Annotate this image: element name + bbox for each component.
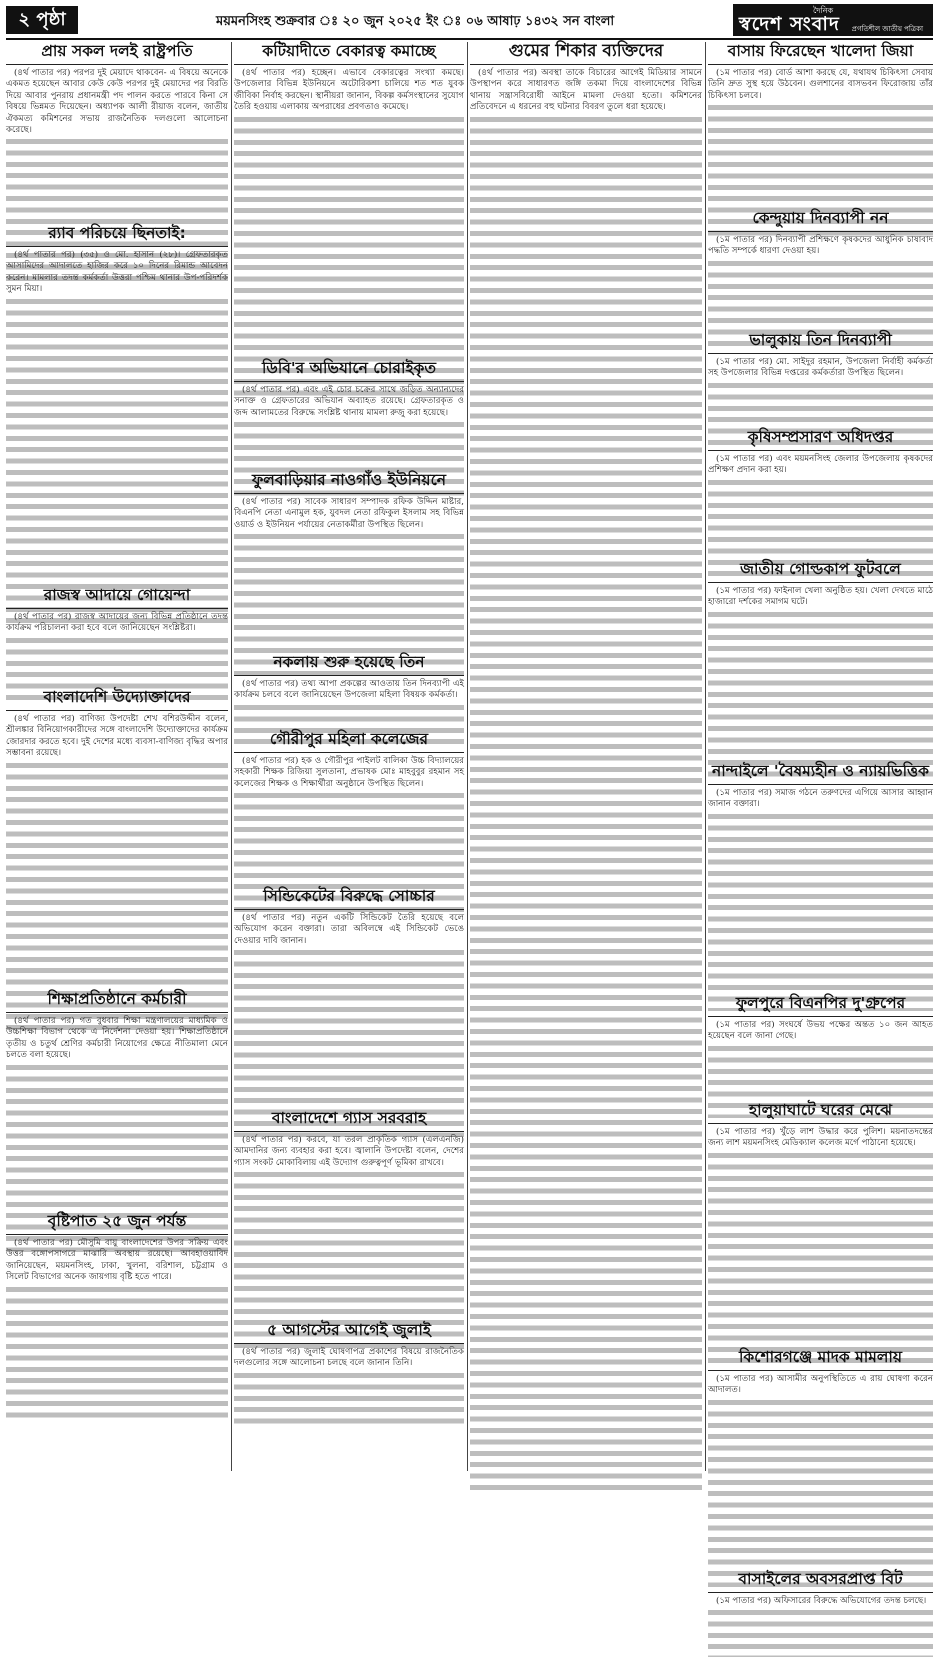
masthead — [6, 4, 933, 40]
column-2 — [234, 42, 464, 1471]
article — [234, 730, 464, 881]
article — [234, 359, 464, 465]
article — [6, 224, 228, 580]
page-number: ২ পৃষ্ঠা — [6, 6, 78, 34]
article-body — [234, 756, 464, 881]
article-headline: সিন্ডিকেটের বিরুদ্ধে সোচ্চার — [234, 887, 464, 910]
article-headline: গুমের শিকার ব্যক্তিদের — [470, 42, 702, 65]
article-headline: বাংলাদেশি উদ্যোক্তাদের — [6, 688, 228, 711]
newspaper-logo — [733, 4, 933, 36]
logo-small-text: দৈনিক — [813, 6, 834, 15]
article-text-lines — [6, 296, 228, 626]
article-headline: বাসাইলের অবসরপ্রাপ্ত বিট — [708, 1570, 933, 1593]
article-headline: ফুলপুরে বিএনপির দু'গ্রুপের — [708, 994, 933, 1017]
article-headline: প্রায় সকল দলই রাষ্ট্রপতি — [6, 42, 228, 65]
article — [6, 990, 228, 1206]
article-lead: (১ম পাতার পর) সংঘর্ষে উভয় পক্ষের অন্তত ১০ জন আহত হয়েছেন বলে জানা গেছে। — [708, 1020, 933, 1042]
article-body — [6, 1238, 228, 1378]
article-lead: (৪র্থ পাতার পর) অবস্থা তাকে বিচারের আগেই মিডিয়ার সামনে উপস্থাপন করে সাধারণত জঙ্গি তকমা দিয়ে বাংলাদেশের বিভিন্ন থানায় সন্ত্রাসবিরোধী আইনে মামলা দেওয়া হতো। কমিশনের প্রতিবেদনে এ ধরনের বহু ঘটনার বিবরণ তুলে ধরা হয়েছে। — [470, 68, 702, 113]
article-lead: (৪র্থ পাতার পর) পরপর দুই মেয়াদে থাকবেন- এ বিষয়ে অনেকে একমত হয়েছেন আবার কেউ কেউ পরপর দুই মেয়াদের পর বিরতি দিয়ে আবার পুনরায় প্রধানমন্ত্রী পদ পালন করতে পারবে কিনা সে বিষয়ে ভিন্নমত দিয়েছেন। অধ্যাপক আলী রীয়াজ বলেন, জাতীয় ঐকমত্য কমিশনের সভায় রাজনৈতিক দলগুলো আলোচনা করেছে। — [6, 68, 228, 136]
article-lead: (৪র্থ পাতার পর) হচ্ছেন। এভাবে বেকারত্বের সংখ্যা কমছে। উপজেলার বিভিন্ন ইউনিয়নে অটোরিকশা চালিয়ে শত শত যুবক জীবিকা নির্বাহ করছেন। স্থানীয়রা জানান, বিকল্প কর্মসংস্থানের সুযোগ তৈরি হওয়ায় এলাকায় অপরাধের প্রবণতাও কমেছে। — [234, 68, 464, 113]
article-body — [708, 788, 933, 988]
column-1 — [6, 42, 228, 1471]
article-body — [708, 586, 933, 756]
article — [6, 42, 228, 218]
article — [234, 471, 464, 647]
article-headline: ডিবি'র অভিযানে চোরাইকৃত — [234, 359, 464, 382]
article-lead: (৪র্থ পাতার পর) জুলাই ঘোষণাপত্র প্রকাশের বিষয়ে রাজনৈতিক দলগুলোর সঙ্গে আলোচনা চলছে বলে জানান তিনি। — [234, 1347, 464, 1369]
article-lead: (১ম পাতার পর) মো. সাইদুর রহমান, উপজেলা নির্বাহী কর্মকর্তা সহ উপজেলার বিভিন্ন দপ্তরের কর্মকর্তারা উপস্থিত ছিলেন। — [708, 357, 933, 379]
article — [708, 209, 933, 325]
article-headline: বৃষ্টিপাত ২৫ জুন পর্যন্ত — [6, 1212, 228, 1235]
article-body — [6, 714, 228, 984]
article-text-lines — [708, 1607, 933, 1657]
article-lead: (১ম পাতার পর) সমাজ গঠনে তরুণদের এগিয়ে আসার আহ্বান জানান বক্তারা। — [708, 788, 933, 810]
logo-name: স্বদেশ সংবাদ — [739, 13, 840, 35]
article-headline: ফুলবাড়িয়ার নাওগাঁও ইউনিয়নে — [234, 471, 464, 494]
article-body — [470, 68, 702, 1448]
article — [708, 331, 933, 422]
article-lead: (৪র্থ পাতার পর) গত বুধবার শিক্ষা মন্ত্রণালয়ের মাধ্যমিক ও উচ্চশিক্ষা বিভাগ থেকে এ নির্দেশনা দেওয়া হয়। শিক্ষাপ্রতিষ্ঠানে তৃতীয় ও চতুর্থ শ্রেণির কর্মচারী নিয়োগের ক্ষেত্রে নীতিমালা মেনে চলতে বলা হয়েছে। — [6, 1016, 228, 1061]
article-text-lines — [6, 1284, 228, 1424]
article-body — [234, 385, 464, 465]
article-body — [234, 497, 464, 647]
article — [708, 560, 933, 756]
article-headline: গৌরীপুর মহিলা কলেজের — [234, 730, 464, 753]
columns — [6, 41, 933, 1606]
article — [234, 42, 464, 353]
article-body — [234, 1135, 464, 1315]
article-body — [708, 1127, 933, 1342]
article-lead: (১ম পাতার পর) বোর্ড আশা করছে যে, যথাযথ চিকিৎসা সেবায় তিনি দ্রুত সুস্থ হয়ে উঠবেন। গুলশানের বাসভবন ফিরোজায় তাঁর চিকিৎসা চলবে। — [708, 68, 933, 101]
article-text-lines — [470, 114, 702, 1494]
article-lead: (১ম পাতার পর) খুঁড়ে লাশ উদ্ধার করে পুলিশ। ময়নাতদন্তের জন্য লাশ ময়মনসিংহ মেডিক্যাল কলেজ মর্গে পাঠানো হয়েছে। — [708, 1127, 933, 1149]
article-headline: শিক্ষাপ্রতিষ্ঠানে কর্মচারী — [6, 990, 228, 1013]
article — [708, 1570, 933, 1646]
article — [708, 1348, 933, 1564]
article — [6, 688, 228, 984]
article — [6, 1212, 228, 1378]
article-headline: কটিয়াদীতে বেকারত্ব কমাচ্ছে — [234, 42, 464, 65]
article-body — [6, 250, 228, 580]
article-text-lines — [708, 609, 933, 779]
article-lead: (১ম পাতার পর) অফিসারের বিরুদ্ধে অভিযোগের তদন্ত চলছে। — [716, 1596, 927, 1606]
article-headline: হালুয়াঘাটে ঘরের মেঝে — [708, 1101, 933, 1124]
article — [234, 1321, 464, 1407]
column-4 — [708, 42, 933, 1606]
article — [234, 1109, 464, 1315]
article-headline: কিশোরগঞ্জে মাদক মামলায় — [708, 1348, 933, 1371]
article-text-lines — [234, 1370, 464, 1430]
article-body — [6, 612, 228, 682]
article — [708, 994, 933, 1095]
article-text-lines — [708, 1397, 933, 1587]
column-divider — [231, 42, 232, 1471]
article-lead: (৪র্থ পাতার পর) সাবেক সাধারণ সম্পাদক রফিক উদ্দিন মাষ্টার, বিএনপি নেতা এনামুল হক, যুবদল নেতা রফিকুল ইসলাম সহ বিভিন্ন ওয়ার্ড ও ইউনিয়ন পর্যায়ের নেতাকর্মীরা উপস্থিত ছিলেন। — [234, 497, 464, 530]
article-text-lines — [234, 114, 464, 399]
article-headline: কেন্দুয়ায় দিনব্যাপী নন — [708, 209, 933, 232]
article-lead: (১ম পাতার পর) ফাইনাল খেলা অনুষ্ঠিত হয়। খেলা দেখতে মাঠে হাজারো দর্শকের সমাগম ঘটে। — [708, 586, 933, 608]
article-text-lines — [708, 811, 933, 1011]
article-body — [234, 68, 464, 353]
logo-tagline: প্রগতিশীল জাতীয় পত্রিকা — [851, 25, 923, 33]
article-body — [234, 679, 464, 724]
article-lead: (১ম পাতার পর) দিনব্যাপী প্রশিক্ষণে কৃষকদের আধুনিক চাষাবাদ পদ্ধতি সম্পর্কে ধারণা দেওয়া হয়। — [708, 235, 933, 257]
article-body — [234, 1347, 464, 1407]
article — [708, 428, 933, 554]
article — [234, 653, 464, 724]
article-lead: (৪র্থ পাতার পর) তথ্য আপা প্রকল্পের আওতায় তিন দিনব্যাপী এই কার্যক্রম চলবে বলে জানিয়েছেন উপজেলা মহিলা বিষয়ক কর্মকর্তা। — [234, 679, 464, 701]
article-headline: বাসায় ফিরেছেন খালেদা জিয়া — [708, 42, 933, 65]
article-body — [6, 68, 228, 218]
article-headline: নান্দাইলে 'বৈষম্যহীন ও ন্যায়ভিত্তিক — [708, 762, 933, 785]
article-headline: রাজস্ব আদায়ে গোয়েন্দা — [6, 586, 228, 609]
article — [6, 586, 228, 682]
article-body — [708, 1020, 933, 1095]
article-headline: ৫ আগস্টের আগেই জুলাই — [234, 1321, 464, 1344]
article-body — [708, 357, 933, 422]
article-body — [708, 1596, 933, 1646]
article-lead: (৪র্থ পাতার পর) রাজস্ব আদায়ের জন্য বিভিন্ন প্রতিষ্ঠানে তদন্ত কার্যক্রম পরিচালনা করা হবে বলে জানিয়েছেন সংশ্লিষ্টরা। — [6, 612, 228, 634]
article-text-lines — [708, 1150, 933, 1365]
column-3 — [470, 42, 702, 1471]
article-lead: (৪র্থ পাতার পর) মৌসুমি বায়ু বাংলাদেশের উপর সক্রিয় এবং উত্তর বঙ্গোপসাগরে মাঝারি অবস্থায় রয়েছে। আবহাওয়াবিদ জানিয়েছেন, ময়মনসিংহ, ঢাকা, খুলনা, বরিশাল, চট্টগ্রাম ও সিলেট বিভাগের অনেক জায়গায় বৃষ্টি হতে পারে। — [6, 1238, 228, 1283]
article-body — [708, 454, 933, 554]
dateline: ময়মনসিংহ শুক্রবার ঃ ২০ জুন ২০২৫ ইং ঃ ০৬ আষাঢ় ১৪৩২ সন বাংলা — [216, 14, 615, 29]
article-lead: (৪র্থ পাতার পর) নতুন একটি সিন্ডিকেট তৈরি হয়েছে বলে অভিযোগ করেন বক্তারা। তারা অবিলম্বে এই সিন্ডিকেট ভেঙে দেওয়ার দাবি জানান। — [234, 913, 464, 946]
article-lead: (৪র্থ পাতার পর) করবে, যা তরল প্রাকৃতিক গ্যাস (এলএনজি) আমদানির জন্য ব্যবহার করা হবে। জ্বালানি উপদেষ্টা বলেন, দেশের গ্যাস সংকট মোকাবিলায় এই উদ্যোগ গুরুত্বপূর্ণ ভূমিকা রাখবে। — [234, 1135, 464, 1168]
article — [234, 887, 464, 1103]
article-body — [708, 68, 933, 203]
article-headline: নকলায় শুরু হয়েছে তিন — [234, 653, 464, 676]
article-lead: (৪র্থ পাতার পর) বাণিজ্য উপদেষ্টা শেখ বশিরউদ্দীন বলেন, শ্রীলঙ্কার বিনিয়োগকারীদের সঙ্গে বাংলাদেশি উদ্যোক্তাদের কার্যক্রম জোরদার করতে হবে। দুই দেশের মধ্যে ব্যবসা-বাণিজ্য বৃদ্ধির অপার সম্ভাবনা রয়েছে। — [6, 714, 228, 759]
article-body — [708, 235, 933, 325]
article-lead: (৪র্থ পাতার পর) এবং এই চোর চক্রের সাথে জড়িত অন্যান্যদের সনাক্ত ও গ্রেফতারের অভিযান অব্যাহত রয়েছে। গ্রেফতারকৃত ও জব্দ আলামতের বিরুদ্ধে সংশ্লিষ্ট থানায় মামলা রুজু করা হয়েছে। — [234, 385, 464, 418]
article-lead: (৪র্থ পাতার পর) হক ও গৌরীপুর পাইলট বালিকা উচ্চ বিদ্যালয়ের সহকারী শিক্ষক রিজিয়া সুলতানা, প্রভাষক মোঃ মাহবুবুর রহমান সহ কলেজের শিক্ষক ও শিক্ষার্থীরা অনুষ্ঠানে উপস্থিত ছিলেন। — [234, 756, 464, 789]
article-headline: র‌্যাব পরিচয়ে ছিনতাই: — [6, 224, 228, 247]
article-headline: জাতীয় গোল্ডকাপ ফুটবলে — [708, 560, 933, 583]
article-lead: (৪র্থ পাতার পর) (৩৫) ও মো. হাসান (২৮)। গ্রেফতারকৃত আসামিদের আদালতে হাজির করে ১০ দিনের রিমান্ড আবেদন করেন। মামলার তদন্ত কর্মকর্তা উত্তরা পশ্চিম থানার উপ-পরিদর্শক সুমন মিয়া। — [6, 250, 228, 295]
column-divider — [705, 42, 706, 1471]
article — [470, 42, 702, 1448]
article-body — [708, 1374, 933, 1564]
article-body — [234, 913, 464, 1103]
column-divider — [467, 42, 468, 1471]
article-headline: কৃষিসম্প্রসারণ অধিদপ্তর — [708, 428, 933, 451]
article-lead: (১ম পাতার পর) আসামীর অনুপস্থিতিতে এ রায় ঘোষণা করেন আদালত। — [708, 1374, 933, 1396]
article-headline: বাংলাদেশে গ্যাস সরবরাহ — [234, 1109, 464, 1132]
article — [708, 42, 933, 203]
article-body — [6, 1016, 228, 1206]
article — [708, 1101, 933, 1342]
article-lead: (১ম পাতার পর) এবং ময়মনসিংহ জেলার উপজেলায় কৃষকদের প্রশিক্ষণ প্রদান করা হয়। — [708, 454, 933, 476]
article — [708, 762, 933, 988]
article-headline: ভালুকায় তিন দিনব্যাপী — [708, 331, 933, 354]
